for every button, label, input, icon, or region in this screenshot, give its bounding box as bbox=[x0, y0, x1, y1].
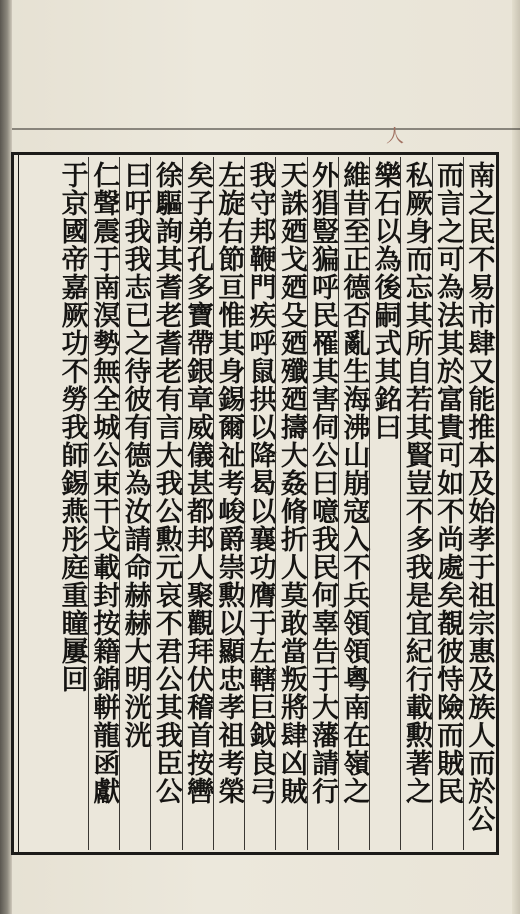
text-column bbox=[150, 157, 181, 850]
text-column bbox=[119, 157, 150, 850]
column-text: 仁聲震于南溟勢無全城公束干戈載封按籍錦軿龍函獻 bbox=[88, 161, 120, 805]
text-column bbox=[369, 157, 400, 850]
column-text: 徐驅詢其耆老耆老有言大我公勲元哀不君公其我臣公 bbox=[150, 161, 182, 805]
column-text: 左旋右節亘惟其身錫爾祉考峻爵崇勲以顯忠孝祖考榮 bbox=[213, 161, 245, 805]
text-columns bbox=[20, 157, 494, 850]
page-right-edge bbox=[512, 0, 520, 914]
text-column bbox=[307, 157, 338, 850]
text-column bbox=[88, 157, 119, 850]
top-margin-rule bbox=[12, 128, 520, 130]
column-text: 曰吁我我志已之待彼有德為汝請命赫赫大明洸洸 bbox=[119, 161, 151, 749]
text-column bbox=[400, 157, 431, 850]
text-column bbox=[338, 157, 369, 850]
column-text: 外猖豎猵呼民罹其害伺公曰噫我民何辜告于大藩請行 bbox=[307, 161, 339, 805]
column-text: 天誅廼戈廼殳廼殲廼擣大姦脩折人莫敢當叛將肆凶賊 bbox=[275, 161, 307, 805]
column-text: 矣子弟孔多寶帶銀章威儀甚都邦人聚觀拜伏稽首按轡 bbox=[182, 161, 214, 805]
column-text: 我守邦鞭門疾呼鼠拱以降曷以襄功膺于左轄巨鉞良弓 bbox=[244, 161, 276, 805]
column-text: 樂石以為後嗣式其銘曰 bbox=[369, 161, 401, 441]
column-text: 而言之可為法其於富貴可如不尚處矣覩彼恃險而賊民 bbox=[432, 161, 464, 805]
column-text: 南之民不易市肆又能推本及始孝于祖宗惠及族人而於公 bbox=[463, 161, 495, 833]
text-column bbox=[463, 157, 494, 850]
ink-mark: 人 bbox=[386, 126, 404, 147]
column-text: 私厥身而忘其所自若其賢豈不多我是宜紀行載勲著之 bbox=[400, 161, 432, 805]
text-column bbox=[432, 157, 463, 850]
column-text: 維昔至正德否亂生海沸山崩寇入不兵領領粵南在嶺之 bbox=[338, 161, 370, 805]
text-column bbox=[275, 157, 306, 850]
text-column bbox=[182, 157, 213, 850]
text-column bbox=[57, 157, 88, 850]
text-column bbox=[213, 157, 244, 850]
column-text: 于京國帝嘉厥功不勞我師錫燕彤庭重瞳屢回 bbox=[56, 161, 88, 693]
text-column bbox=[244, 157, 275, 850]
text-frame bbox=[11, 152, 499, 855]
frame-inner-rule bbox=[18, 155, 19, 852]
